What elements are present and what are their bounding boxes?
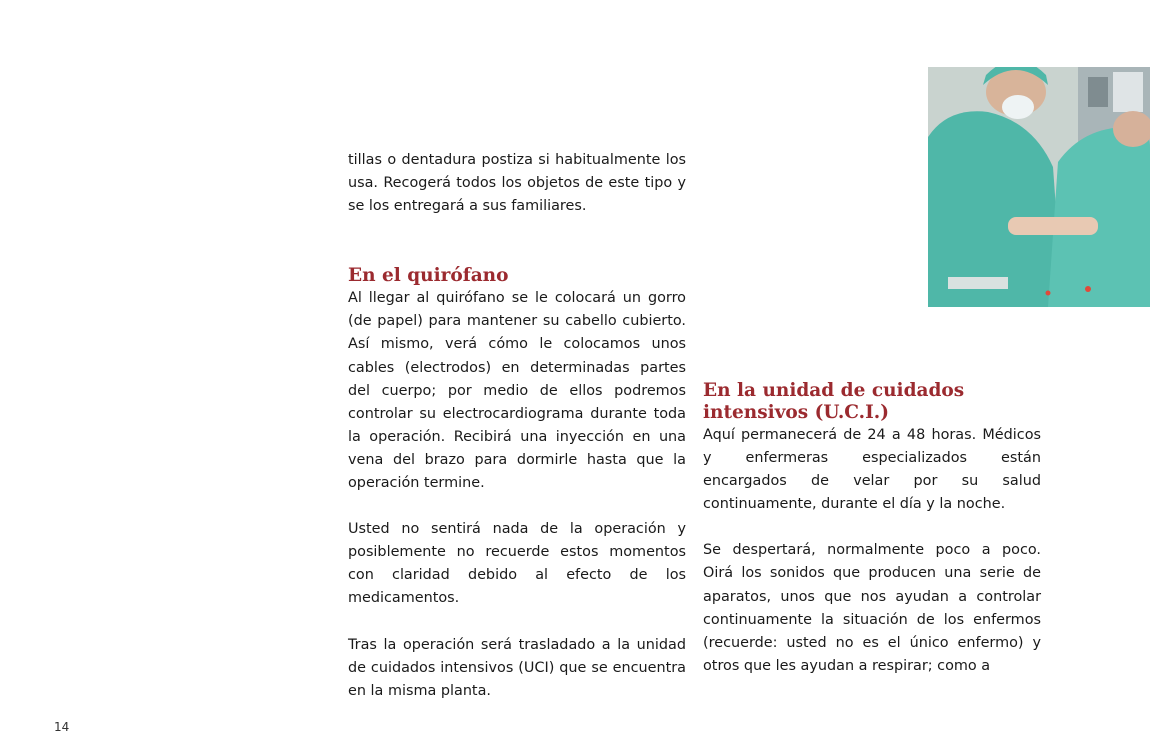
intro-paragraph: tillas o dentadura postiza si habitualmente los usa. Recogerá todos los objetos de este tipo y se los entregará a sus familiares. [348, 152, 686, 215]
surgery-photo [928, 67, 1150, 307]
section-heading-quirofano: En el quirófano [348, 265, 509, 287]
uci-paragraph-1: Aquí permanecerá de 24 a 48 horas. Médicos y enfermeras especializados están encargados de velar por su salud continuamente, durante el día y la noche. [703, 427, 1041, 513]
quirofano-paragraph-1: Al llegar al quirófano se le colocará un gorro (de papel) para mantener su cabello cubierto. Así mismo, verá cómo le colocamos unos cables (electrodos) en determinadas partes del cuerpo; por medio de ellos podremos controlar su electrocardiograma durante toda la operación. Recibirá una inyección en una vena del brazo para dormirle hasta que la operación termine. [348, 290, 686, 492]
section-heading-uci: En la unidad de cuidados intensivos (U.C.I.) [703, 380, 965, 423]
right-column [703, 380, 1041, 678]
quirofano-paragraph-2: Usted no sentirá nada de la operación y posiblemente no recuerde estos momentos con claridad debido al efecto de los medicamentos. [348, 521, 686, 607]
left-column [348, 149, 686, 703]
uci-paragraph-2: Se despertará, normalmente poco a poco. Oirá los sonidos que producen una serie de aparatos, unos que nos ayudan a controlar continuamente la situación de los enfermos (recuerde: usted no es el único enfermo) y otros que les ayudan a respirar; como a [703, 542, 1041, 674]
page-number: 14 [54, 720, 70, 734]
quirofano-paragraph-3: Tras la operación será trasladado a la unidad de cuidados intensivos (UCI) que se encuentra en la misma planta. [348, 636, 686, 699]
